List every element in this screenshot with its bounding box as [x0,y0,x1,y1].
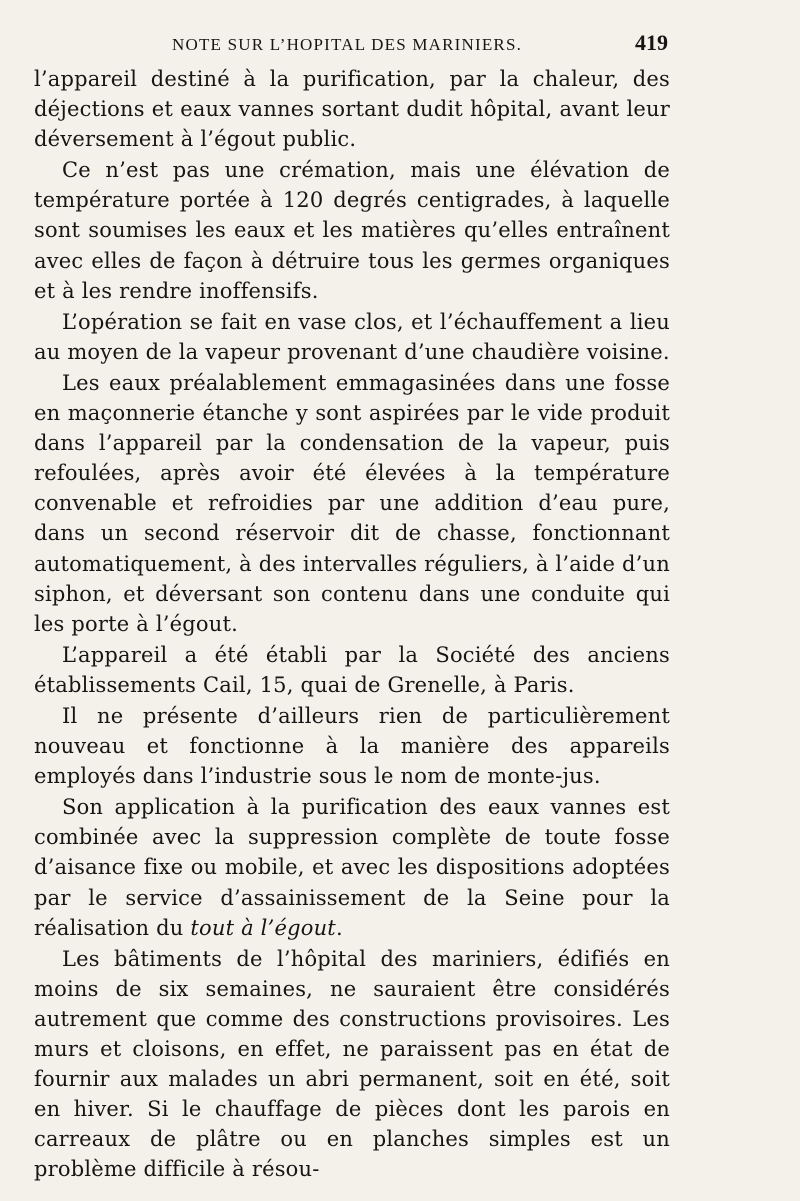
body-text [34,64,670,1185]
paragraph-4: Les eaux préalablement emmagasinées dans une fosse en maçonnerie étanche y sont aspirées par le vide produit dans l’appareil par la condensation de la vapeur, puis refoulées, après avoir été élevées à la température convenable et refroidies par une addition d’eau pure, dans un second réservoir dit de chasse, fonctionnant automatiquement, à des intervalles réguliers, à l’aide d’un siphon, et déversant son contenu dans une conduite qui les porte à l’égout. [34,370,670,636]
paragraph-8: Les bâtiments de l’hôpital des mariniers, édifiés en moins de six semaines, ne sauraient être considérés autrement que comme des constructions provisoires. Les murs et cloisons, en effet, ne paraissent pas en état de fournir aux malades un abri permanent, soit en été, soit en hiver. Si le chauffage de pièces dont les parois en carreaux de plâtre ou en planches simples est un problème difficile à résou- [34,946,670,1182]
running-title: NOTE SUR L’HOPITAL DES MARINIERS. [172,35,523,54]
paragraph-6: Il ne présente d’ailleurs rien de particulièrement nouveau et fonctionne à la manière des appareils employés dans l’industrie sous le nom de monte-jus. [34,703,670,789]
paragraph-7 [34,792,670,943]
running-header [34,30,670,64]
page-number: 419 [635,30,668,55]
paragraph-3: L’opération se fait en vase clos, et l’échauffement a lieu au moyen de la vapeur provenant d’une chaudière voisine. [34,309,670,364]
paragraph-1: l’appareil destiné à la purification, par la chaleur, des déjections et eaux vannes sortant dudit hôpital, avant leur déversement à l’égout public. [34,67,670,152]
paragraph-7-italic: tout à l’égout [190,915,336,940]
paragraph-5: L’appareil a été établi par la Société des anciens établissements Cail, 15, quai de Grenelle, à Paris. [34,642,670,697]
paragraph-7-text: Son application à la purification des eaux vannes est combinée avec la suppression complète de toute fosse d’aisance fixe ou mobile, et avec les dispositions adoptées par le service d’assainissement de la Seine pour la réalisation du [34,795,670,940]
paragraph-2: Ce n’est pas une crémation, mais une élévation de température portée à 120 degrés centigrades, à laquelle sont soumises les eaux et les matières qu’elles entraînent avec elles de façon à détruire tous les germes organiques et à les rendre inoffensifs. [34,158,670,303]
paragraph-7-end: . [335,915,343,940]
document-page [34,30,670,1185]
